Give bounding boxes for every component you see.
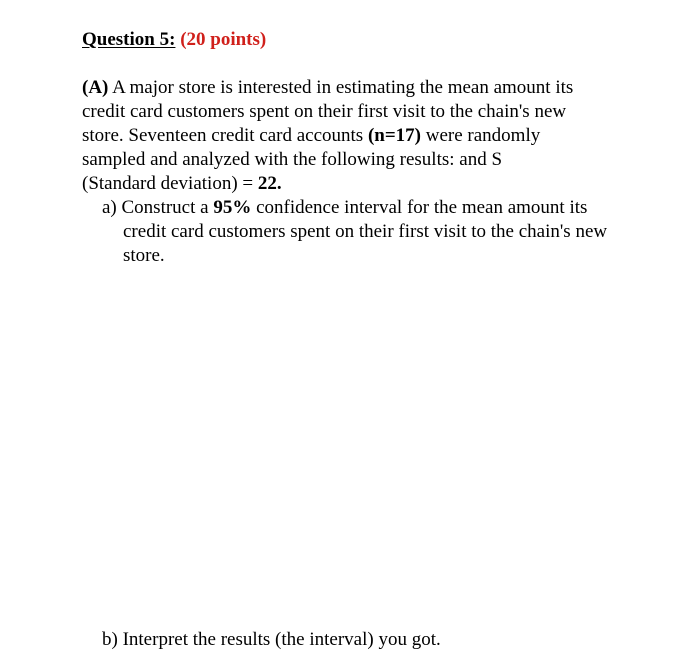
sub-question-a	[102, 196, 662, 268]
sub-a-line-1-post: confidence interval for the mean amount its	[251, 197, 588, 218]
sub-question-b: b) Interpret the results (the interval) you got.	[102, 629, 441, 650]
part-a-line-3	[82, 124, 642, 148]
standard-deviation-value: 22.	[257, 173, 282, 194]
part-a-line-1	[82, 76, 642, 100]
sample-size: (n=17)	[367, 125, 421, 146]
part-a-line-3-pre: store. Seventeen credit card accounts	[82, 125, 368, 146]
part-a-line-5-pre: (Standard deviation) =	[82, 173, 258, 194]
confidence-level: 95%	[213, 197, 252, 218]
part-a-line-3-post: were randomly	[421, 125, 541, 146]
question-points: (20 points)	[180, 29, 267, 50]
question-label: Question 5:	[82, 29, 176, 50]
question-title	[82, 28, 266, 52]
part-a-paragraph	[82, 76, 642, 196]
part-a-line-5	[82, 172, 642, 196]
part-a-line-4: sampled and analyzed with the following results: and S	[82, 149, 503, 170]
sub-a-line-1	[102, 196, 662, 220]
sub-a-line-1-pre: a) Construct a	[102, 197, 214, 218]
part-a-label: (A)	[82, 77, 109, 98]
part-a-line-1-text: A major store is interested in estimating the mean amount its	[108, 77, 574, 98]
sub-a-line-3: store.	[123, 245, 165, 266]
part-a-line-2: credit card customers spent on their first visit to the chain's new	[82, 101, 567, 122]
sub-a-line-2: credit card customers spent on their first visit to the chain's new	[123, 221, 608, 242]
